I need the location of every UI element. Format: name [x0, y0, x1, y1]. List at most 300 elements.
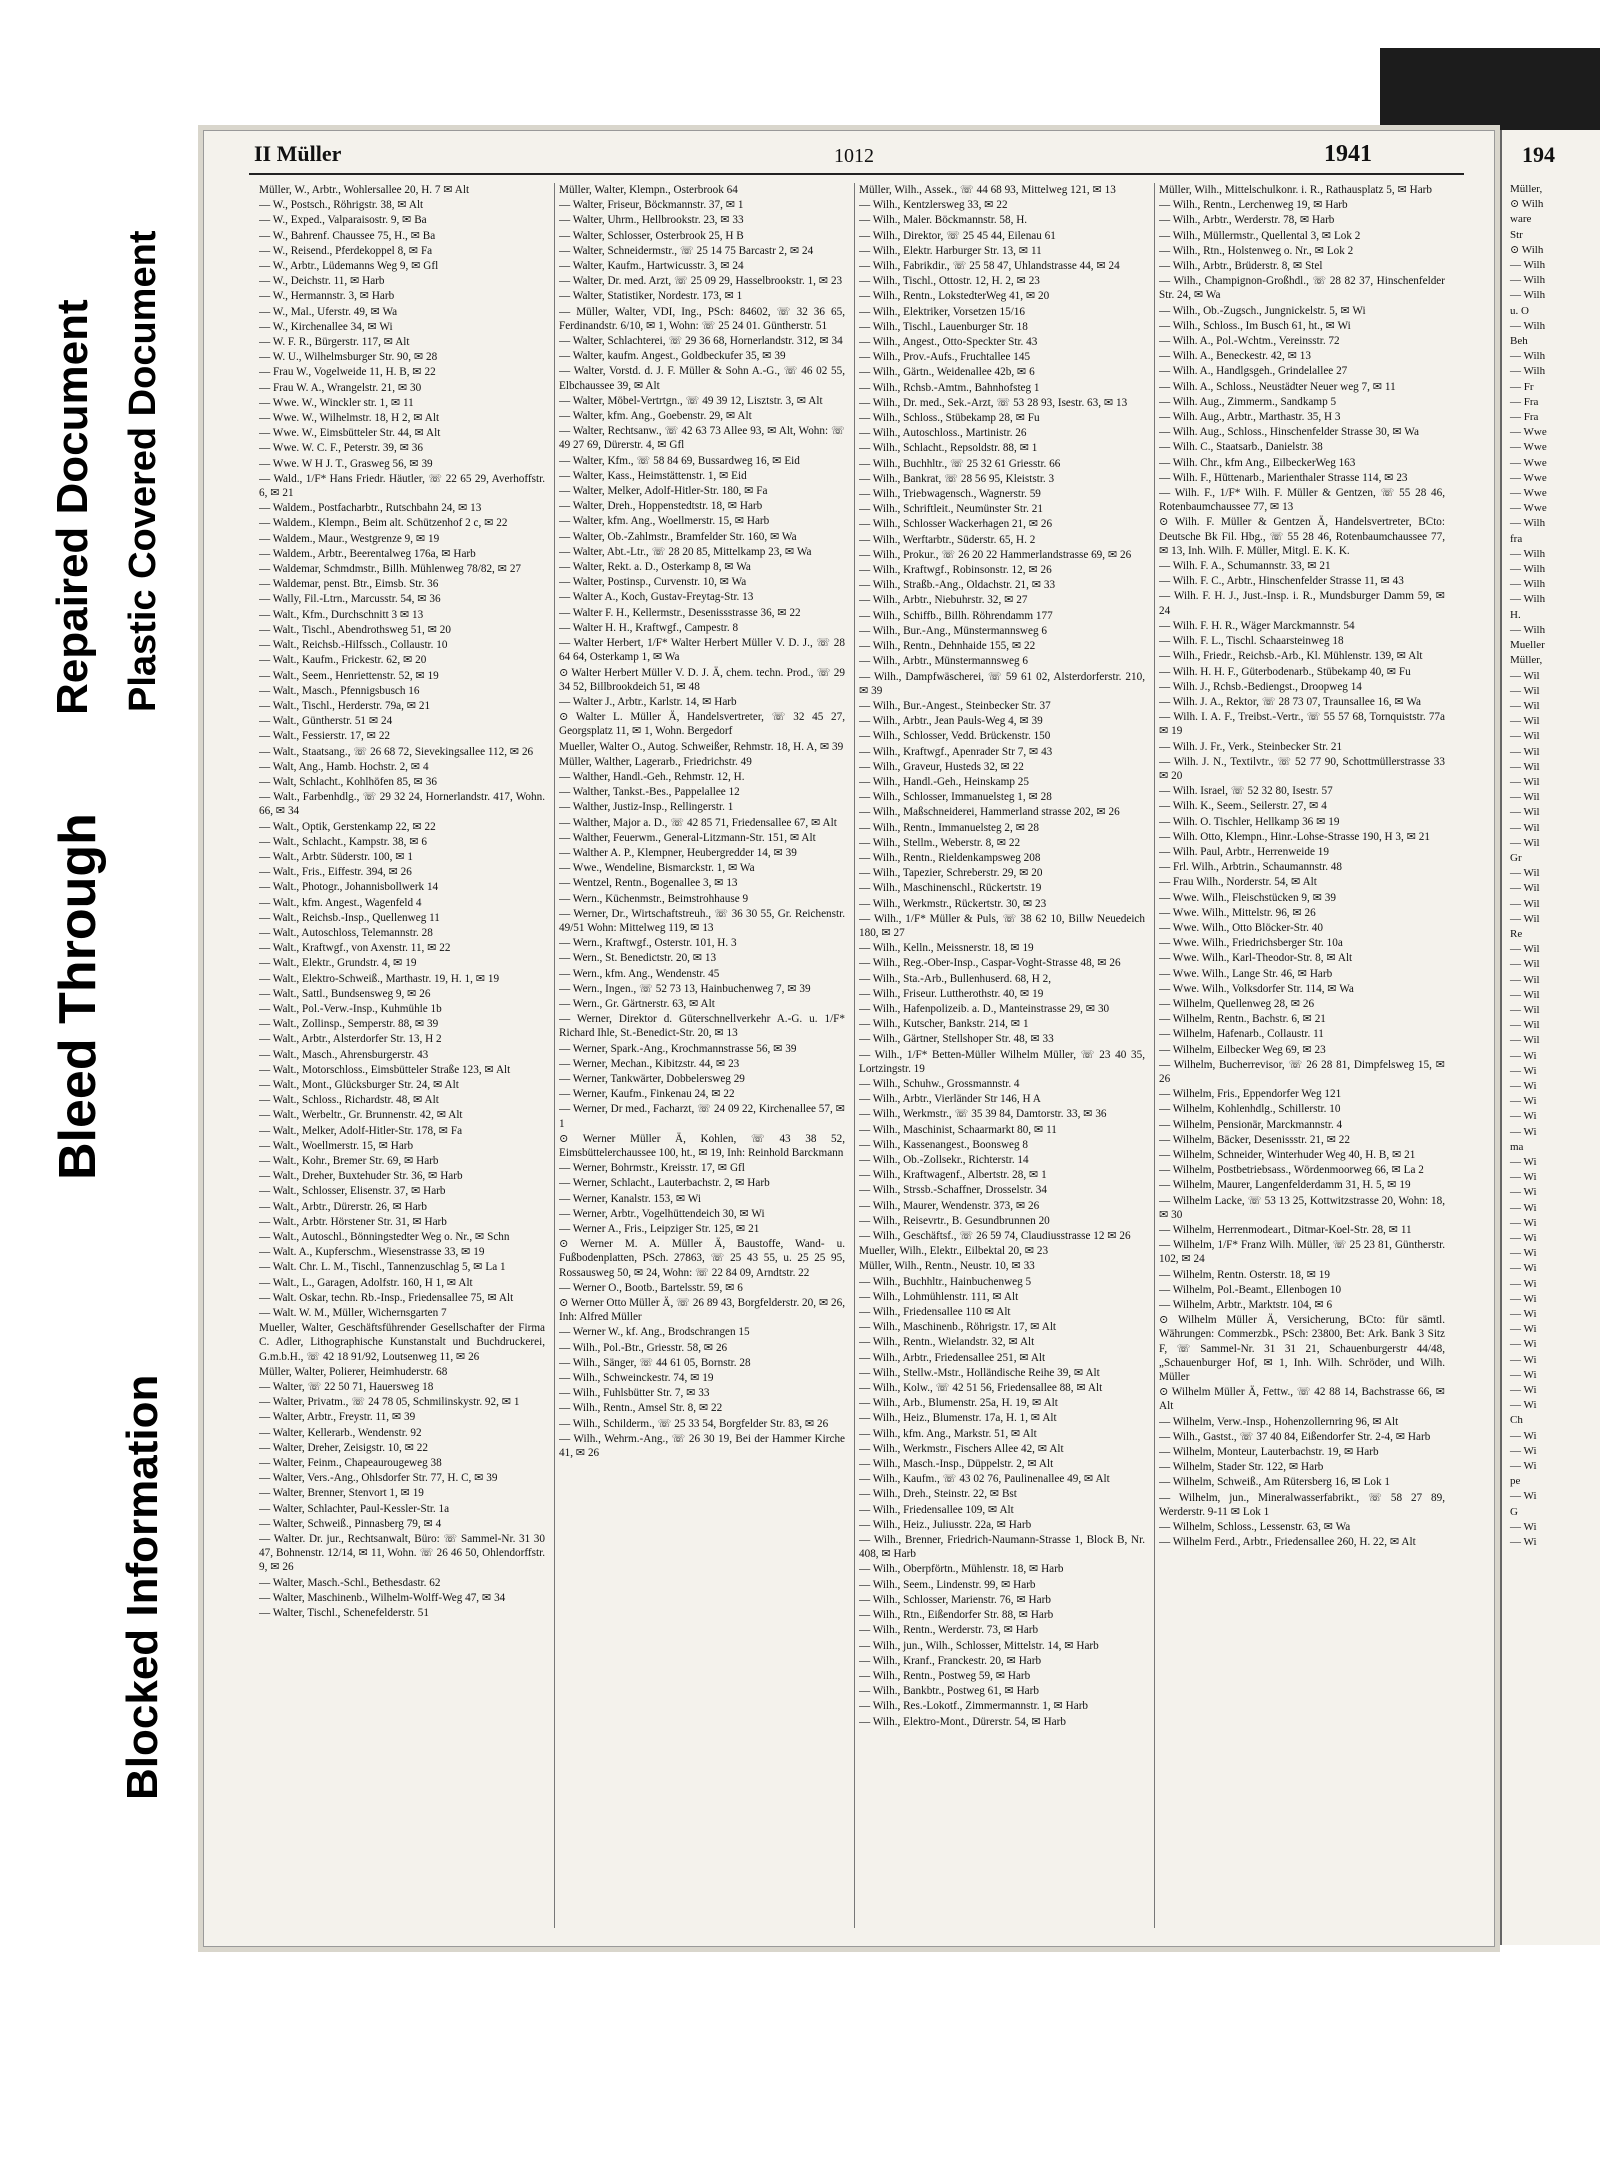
directory-entry: — Walt. W. M., Müller, Wichernsgarten 7 [259, 1307, 447, 1320]
directory-entry: — Wilh., Lohmühlenstr. 111, ✉ Alt [859, 1290, 1019, 1303]
directory-entry: — Wilh., Straßb.-Ang., Oldachstr. 21, ✉ 33 [859, 579, 1056, 592]
adjacent-entry: — Wwe [1510, 426, 1547, 439]
directory-entry: — Wilh., Kentzlersweg 33, ✉ 22 [859, 199, 1008, 212]
adjacent-entry: — Wil [1510, 730, 1540, 743]
directory-entry: — Walter, Abt.-Ltr., ☏ 28 20 85, Mittelkamp 23, ✉ Wa [559, 545, 812, 558]
directory-entry: — Werner, Schlacht., Lauterbachstr. 2, ✉ Harb [559, 1177, 770, 1190]
directory-entry: — Werner W., kf. Ang., Brodschrangen 15 [559, 1326, 750, 1339]
directory-entry: — Wilh., Arbtr., Jean Pauls-Weg 4, ✉ 39 [859, 715, 1043, 728]
column-1 [259, 183, 545, 1928]
adjacent-entry: — Wi [1510, 1460, 1537, 1473]
directory-entry: — W., Arbtr., Lüdemanns Weg 9, ✉ Gfl [259, 260, 439, 273]
directory-entry: — Wilh. Israel, ☏ 52 32 80, Isestr. 57 [1159, 785, 1333, 798]
directory-entry: ⊙ Werner Müller Ä, Kohlen, ☏ 43 38 52, Eimsbüttelerchaussee 100, ht., ✉ 19, Inh: Reinhold Barckmann [559, 1132, 845, 1159]
label-bleed-through: Bleed Through [49, 813, 107, 1180]
directory-entry: — Wilhelm, Kohlenhdlg., Schillerstr. 10 [1159, 1103, 1341, 1116]
directory-entry: — Wwe. W., Winckler str. 1, ✉ 11 [259, 396, 414, 409]
directory-entry: — Wilh., 1/F* Müller & Puls, ☏ 38 62 10, Billw Neuedeich 180, ✉ 27 [859, 912, 1145, 939]
directory-entry: — Walt., Autoschl., Bönningstedter Weg o. Nr., ✉ Schn [259, 1231, 510, 1244]
directory-entry: — Walt. Chr. L. M., Tischl., Tannenzuschlag 5, ✉ La 1 [259, 1261, 506, 1274]
adjacent-entry: — Wi [1510, 1384, 1537, 1397]
directory-entry: — Wilh. J. N., Textilvtr., ☏ 52 77 90, Schottmüllerstrasse 33 ✉ 20 [1159, 755, 1445, 782]
adjacent-entry: — Wil [1510, 867, 1540, 880]
directory-entry: — Wilh., kfm. Ang., Markstr. 51, ✉ Alt [859, 1427, 1037, 1440]
directory-entry: — Walt., Reichsb.-Insp., Quellenweg 11 [259, 911, 440, 924]
directory-entry: — Wilhelm, Rentn. Osterstr. 18, ✉ 19 [1159, 1268, 1330, 1281]
directory-entry: — Walt., Tischl., Herderstr. 79a, ✉ 21 [259, 699, 431, 712]
adjacent-entry: ⊙ Wilh [1510, 198, 1544, 211]
directory-entry: — Walter, Statistiker, Nordestr. 173, ✉ 1 [559, 290, 743, 303]
directory-entry: — W., Postsch., Röhrigstr. 38, ✉ Alt [259, 199, 424, 212]
directory-entry: — Wilh. Aug., Arbtr., Marthastr. 35, H 3 [1159, 411, 1341, 424]
directory-entry: — Wilhelm, Fris., Eppendorfer Weg 121 [1159, 1088, 1342, 1101]
adjacent-entry: — Wil [1510, 745, 1540, 758]
adjacent-entry: — Wilh [1510, 259, 1546, 272]
directory-entry: — Wilh., Wehrm.-Ang., ☏ 26 30 19, Bei der Hammer Kirche 41, ✉ 26 [559, 1432, 845, 1460]
directory-entry: — Walter, Dreh., Hoppenstedtstr. 18, ✉ Harb [559, 500, 763, 513]
adjacent-entry: — Wil [1510, 1003, 1540, 1016]
directory-entry: — Wilh., Seem., Lindenstr. 99, ✉ Harb [859, 1578, 1036, 1591]
directory-entry: — Wilh. F. H. R., Wäger Marckmannstr. 54 [1159, 619, 1355, 632]
directory-entry: — Werner, Bohrmstr., Kreisstr. 17, ✉ Gfl [559, 1162, 745, 1175]
directory-entry: — Wwe. Wilh., Lange Str. 46, ✉ Harb [1159, 967, 1333, 980]
column-4 [1159, 183, 1445, 1928]
directory-entry: — Wilh., Kaufm., ☏ 43 02 76, Paulinenallee 49, ✉ Alt [859, 1473, 1110, 1486]
adjacent-entry: — Wi [1510, 1125, 1537, 1138]
directory-entry: — Wwe. Wilh., Fleischstücken 9, ✉ 39 [1159, 891, 1336, 904]
directory-entry: — Walter, Friseur, Böckmannstr. 37, ✉ 1 [559, 199, 744, 212]
directory-entry: Müller, Wilh., Rentn., Neustr. 10, ✉ 33 [859, 1260, 1035, 1273]
directory-entry: — Wilh., Elektr. Harburger Str. 13, ✉ 11 [859, 244, 1042, 257]
adjacent-entry: — Wi [1510, 1064, 1537, 1077]
directory-entry: — Wilh., Schloss., Stübekamp 28, ✉ Fu [859, 412, 1040, 425]
directory-entry: — W., Hermannstr. 3, ✉ Harb [259, 290, 395, 303]
directory-entry: — Wilh., Masch.-Insp., Düppelstr. 2, ✉ Alt [859, 1458, 1054, 1471]
directory-entry: — Wilh., jun., Wilh., Schlosser, Mittelstr. 14, ✉ Harb [859, 1639, 1099, 1652]
directory-entry: — Wwe. W. C. F., Peterstr. 39, ✉ 36 [259, 442, 423, 455]
adjacent-entry: — Wil [1510, 699, 1540, 712]
column-2 [559, 183, 845, 1928]
directory-entry: — Wilh., Schlosser, Marienstr. 76, ✉ Harb [859, 1593, 1051, 1606]
directory-entry: — Wwe. Wilh., Karl-Theodor-Str. 8, ✉ Alt [1159, 952, 1353, 965]
adjacent-entry: — Wil [1510, 806, 1540, 819]
header-year: 1941 [1324, 141, 1372, 167]
directory-entry: — Walt., Dreher, Buxtehuder Str. 36, ✉ Harb [259, 1170, 463, 1183]
directory-entry: — Walter, Kfm., ☏ 58 84 69, Bussardweg 16, ✉ Eid [559, 454, 800, 467]
directory-entry: — Walter, Dr. med. Arzt, ☏ 25 09 29, Hasselbrookstr. 1, ✉ 23 [559, 275, 843, 288]
page-header [254, 141, 1454, 169]
directory-entry: — Wilh., Schlosser, Immanuelsteg 1, ✉ 28 [859, 791, 1052, 804]
directory-entry: — Wilh., Maschinenb., Röhrigstr. 17, ✉ Alt [859, 1321, 1057, 1334]
directory-entry: — Walther, Major a. D., ☏ 42 85 71, Friedensallee 67, ✉ Alt [559, 816, 837, 829]
adjacent-entry: — Wi [1510, 1399, 1537, 1412]
directory-entry: — W., Bahrenf. Chaussee 75, H., ✉ Ba [259, 229, 436, 242]
directory-entry: — Werner, Tankwärter, Dobbelersweg 29 [559, 1072, 745, 1085]
directory-entry: ⊙ Wilh. F. Müller & Gentzen Ä, Handelsvertreter, BCto: Deutsche Bk Fil. Hbg., ☏ 55 28 46, Rotenbaumchaussee 77, ✉ 13, Inh. Wilh. F. Müller, Mitgl. E. K. K. [1159, 516, 1445, 557]
adjacent-entry: H. [1510, 608, 1521, 621]
directory-entry: — Wilh., Pol.-Btr., Griesstr. 58, ✉ 26 [559, 1341, 728, 1354]
directory-entry: — Wilh., Heiz., Juliusstr. 22a, ✉ Harb [859, 1518, 1032, 1531]
directory-entry: — Waldem., Arbtr., Beerentalweg 176a, ✉ Harb [259, 547, 476, 560]
directory-entry: — Wilh., Bankbtr., Postweg 61, ✉ Harb [859, 1685, 1039, 1698]
label-repaired-document: Repaired Document [48, 299, 97, 715]
directory-entry: — Walter, Dreher, Zeisigstr. 10, ✉ 22 [259, 1441, 428, 1454]
directory-entry: — Walther A. P., Klempner, Heubergredder 14, ✉ 39 [559, 846, 797, 859]
directory-entry: Müller, Walter, Polierer, Heimhuderstr. 68 [259, 1365, 448, 1378]
directory-entry: — Wilh., Rentn., Wielandstr. 32, ✉ Alt [859, 1336, 1035, 1349]
directory-entry: — Walt., Arbtr. Hörstener Str. 31, ✉ Harb [259, 1215, 447, 1228]
directory-entry: — Waldemar, Schmdmstr., Billh. Mühlenweg 78/82, ✉ 27 [259, 563, 522, 576]
adjacent-entry: — Wi [1510, 1292, 1537, 1305]
adjacent-entry: — Wilh [1510, 578, 1546, 591]
directory-entry: — Wilh. Aug., Schloss., Hinschenfelder Strasse 30, ✉ Wa [1159, 426, 1419, 439]
directory-entry: — Wern., Kraftwgf., Osterstr. 101, H. 3 [559, 937, 737, 950]
directory-entry: — Wilh., Maurer, Wendenstr. 373, ✉ 26 [859, 1199, 1040, 1212]
adjacent-entry: — Wil [1510, 821, 1540, 834]
adjacent-entry: — Wi [1510, 1232, 1537, 1245]
directory-entry: — Wilh. F. H. J., Just.-Insp. i. R., Mundsburger Damm 59, ✉ 24 [1159, 590, 1445, 617]
directory-entry: — Walt., Kraftwgf., von Axenstr. 11, ✉ 22 [259, 942, 451, 955]
directory-entry: — Wilh. A., Schloss., Neustädter Neuer weg 7, ✉ 11 [1159, 380, 1396, 393]
adjacent-entry: — Wil [1510, 715, 1540, 728]
directory-entry: — Walter F. H., Kellermstr., Desenissstrasse 36, ✉ 22 [559, 606, 801, 619]
directory-entry: — Walt., Arbtr., Dürerstr. 26, ✉ Harb [259, 1200, 427, 1213]
directory-entry: Mueller, Wilh., Elektr., Eilbektal 20, ✉ 23 [859, 1245, 1049, 1258]
adjacent-entry: — Fr [1510, 380, 1534, 393]
directory-entry: — Wilh., Bur.-Angest., Steinbecker Str. 37 [859, 699, 1051, 712]
adjacent-entry: — Wilh [1510, 289, 1546, 302]
directory-entry: — Wilh., Arbtr., Niebuhrstr. 32, ✉ 27 [859, 594, 1028, 607]
directory-entry: — Wilh. F., Hüttenarb., Marienthaler Strasse 114, ✉ 23 [1159, 471, 1408, 484]
adjacent-entry: — Wil [1510, 912, 1540, 925]
directory-entry: Müller, Wilh., Mittelschulkonr. i. R., Rathausplatz 5, ✉ Harb [1159, 184, 1433, 196]
directory-entry: — Waldem., Maur., Westgrenze 9, ✉ 19 [259, 532, 440, 545]
directory-entry: — Wilhelm, Pol.-Beamt., Ellenbogen 10 [1159, 1283, 1342, 1296]
adjacent-entry: Müller, [1510, 183, 1543, 195]
directory-entry: — Walt., Optik, Gerstenkamp 22, ✉ 22 [259, 820, 436, 833]
directory-entry: — Waldem., Klempn., Beim alt. Schützenhof 2 c, ✉ 22 [259, 517, 508, 530]
directory-entry: Mueller, Walter, Geschäftsführender Gesellschafter der Firma C. Adler, Lithographische Kunstanstalt und Buchdruckerei, G.m.b.H., ☏ 42 18 91/92, Loutsenweg 11, ✉ 26 [259, 1322, 545, 1363]
adjacent-entry: — Wil [1510, 897, 1540, 910]
directory-entry: — Wilh., Friedensallee 110 ✉ Alt [859, 1306, 1011, 1319]
column-3 [859, 183, 1145, 1928]
directory-entry: — Werner, Spark.-Ang., Krochmannstrasse 56, ✉ 39 [559, 1042, 797, 1055]
directory-entry: — Wilh., Buchhltr., Hainbuchenweg 5 [859, 1275, 1032, 1288]
adjacent-entry: — Wil [1510, 684, 1540, 697]
adjacent-entry: — Wil [1510, 943, 1540, 956]
directory-entry: — Wilhelm Ferd., Arbtr., Friedensallee 260, H. 22, ✉ Alt [1159, 1536, 1416, 1549]
adjacent-page-lines [1510, 182, 1600, 1550]
directory-entry: — Walter J., Arbtr., Karlstr. 14, ✉ Harb [559, 695, 737, 708]
directory-entry: — Werner O., Bootb., Bartelsstr. 59, ✉ 6 [559, 1281, 743, 1294]
directory-entry: — Walter, Uhrm., Hellbrookstr. 23, ✉ 33 [559, 214, 744, 227]
directory-entry: — Walter, Maschinenb., Wilhelm-Wolff-Weg 47, ✉ 34 [259, 1591, 506, 1604]
adjacent-entry: — Wi [1510, 1429, 1537, 1442]
directory-entry: — Walter, Melker, Adolf-Hitler-Str. 180, ✉ Fa [559, 485, 768, 498]
directory-entry: — Wilh., 1/F* Betten-Müller Wilhelm Müller, ☏ 23 40 35, Lortzingstr. 19 [859, 1048, 1145, 1075]
directory-entry: ⊙ Wilhelm Müller Ä, Versicherung, BCto: für sämtl. Währungen: Commerzbk., PSch: 23800, Bet: Ark. Bank 3 Sitz F, ☏ Sammel-Nr. 31 31 21, Schauenburgerstr 44/48, „Schauenburger Hof, ✉ 1, Inh. Wilh. Schröder, und Wilh. Müller [1159, 1314, 1445, 1384]
directory-entry: — Walt., Reichsb.-Hilfssch., Collaustr. 10 [259, 639, 448, 652]
directory-entry: — Walt., Photogr., Johannisbollwerk 14 [259, 881, 439, 894]
directory-entry: — Walter. Dr. jur., Rechtsanwalt, Büro: ☏ Sammel-Nr. 31 30 47, Bohnenstr. 12/14, ✉ 11, Wohn. ☏ 26 46 50, Ohlendorffstr. 9, ✉ 26 [259, 1533, 545, 1574]
directory-entry: — Wilhelm, jun., Mineralwasserfabrikt., ☏ 58 27 89, Werderstr. 9-11 ✉ Lok 1 [1159, 1491, 1445, 1518]
directory-entry: — Wwe. Wilh., Otto Blöcker-Str. 40 [1159, 921, 1323, 934]
directory-entry: — Walt., Woellmerstr. 15, ✉ Harb [259, 1139, 414, 1152]
adjacent-entry: — Wilh [1510, 319, 1546, 332]
adjacent-entry: — Wi [1510, 1156, 1537, 1168]
directory-page [203, 130, 1495, 1947]
directory-entry: — Wilh. Paul, Arbtr., Herrenweide 19 [1159, 845, 1329, 858]
directory-entry: — Wilhelm, Schweiß., Am Rütersberg 16, ✉ Lok 1 [1159, 1476, 1390, 1489]
directory-entry: — Wilh., Geschäftsf., ☏ 26 59 74, Claudiusstrasse 12 ✉ 26 [859, 1230, 1131, 1243]
directory-entry: — Wilhelm, Hafenarb., Collaustr. 11 [1159, 1028, 1324, 1041]
adjacent-entry: — Wilh [1510, 517, 1546, 530]
directory-entry: — Wilh., Hafenpolizeib. a. D., Manteinstrasse 29, ✉ 30 [859, 1002, 1110, 1015]
directory-entry: — Wilh. Chr., kfm Ang., EilbeckerWeg 163 [1159, 456, 1356, 469]
directory-entry: — Wern., kfm. Ang., Wendenstr. 45 [559, 967, 720, 980]
directory-entry: — Walt., Kfm., Durchschnitt 3 ✉ 13 [259, 608, 424, 621]
directory-entry: — Wilh., Kelln., Meissnerstr. 18, ✉ 19 [859, 942, 1034, 955]
directory-entry: — Wilh., Arbtr., Vierländer Str 146, H A [859, 1093, 1041, 1106]
directory-entry: — Werner, Mechan., Kibitzstr. 44, ✉ 23 [559, 1057, 740, 1070]
adjacent-entry: — Wil [1510, 1034, 1540, 1047]
directory-entry: — Walter, Privatm., ☏ 24 78 05, Schmilinskystr. 92, ✉ 1 [259, 1396, 520, 1409]
adjacent-entry: — Wi [1510, 1079, 1537, 1092]
directory-entry: — Wilh., Dr. med., Sek.-Arzt, ☏ 53 28 93, Isestr. 63, ✉ 13 [859, 396, 1128, 409]
label-blocked-information: Blocked Information [118, 1374, 167, 1800]
directory-entry: — Wilhelm, Bäcker, Desenissstr. 21, ✉ 22 [1159, 1133, 1350, 1146]
directory-entry: — Wilh., Rentn., Lerchenweg 19, ✉ Harb [1159, 199, 1348, 212]
directory-entry: — Wilh., Rchsb.-Amtm., Bahnhofsteg 1 [859, 381, 1040, 394]
adjacent-entry: — Wilh [1510, 623, 1546, 636]
directory-entry: — Wilhelm, Maurer, Langenfelderdamm 31, H. 5, ✉ 19 [1159, 1179, 1411, 1192]
directory-entry: — Frau W., Vogelweide 11, H. B, ✉ 22 [259, 366, 436, 379]
adjacent-entry: — Wil [1510, 958, 1540, 971]
adjacent-entry: — Wil [1510, 836, 1540, 849]
directory-entry: — Wilh., Werkmstr., Rückertstr. 30, ✉ 23 [859, 897, 1047, 910]
adjacent-entry: ware [1510, 213, 1532, 226]
directory-entry: — Walter, Ob.-Zahlmstr., Bramfelder Str. 160, ✉ Wa [559, 530, 797, 543]
directory-entry: — Wilh., Schiffb., Billh. Röhrendamm 177 [859, 609, 1053, 622]
directory-entry: — Werner, Dr., Wirtschaftstreuh., ☏ 36 30 55, Gr. Reichenstr. 49/51 Wohn: Mittelweg 119, ✉ 13 [559, 907, 845, 934]
directory-entry: — Walt., Elektro-Schweiß., Marthastr. 19, H. 1, ✉ 19 [259, 972, 500, 985]
adjacent-entry: — Wwe [1510, 502, 1547, 515]
directory-entry: — Walter, Schlachterei, ☏ 29 36 68, Hornerlandstr. 312, ✉ 34 [559, 335, 843, 348]
directory-entry: — Wilh., Rentn., Immanuelsteg 2, ✉ 28 [859, 821, 1039, 834]
directory-entry: — Wilhelm, Schneider, Winterhuder Weg 40, H. B, ✉ 21 [1159, 1149, 1416, 1161]
directory-entry: — Walther, Justiz-Insp., Rellingerstr. 1 [559, 801, 734, 814]
adjacent-entry: — Wwe [1510, 471, 1547, 484]
directory-entry: — Walt., Arbtr., Alsterdorfer Str. 13, H 2 [259, 1033, 442, 1046]
directory-entry: — Wilh., Arbtr., Münstermannsweg 6 [859, 655, 1029, 668]
directory-entry: — Wilhelm, Bucherrevisor, ☏ 26 28 81, Dimpfelsweg 15, ✉ 26 [1159, 1058, 1445, 1085]
directory-entry: — W., Kirchenallee 34, ✉ Wi [259, 320, 393, 333]
adjacent-entry: — Wi [1510, 1110, 1537, 1123]
directory-entry: — Wilh., Bankrat, ☏ 28 56 95, Kleiststr. 3 [859, 472, 1055, 485]
directory-entry: — Wilh., Kraftwgf., Apenrader Str 7, ✉ 43 [859, 745, 1053, 758]
directory-entry: — Wilh. F. A., Schumannstr. 33, ✉ 21 [1159, 560, 1331, 573]
label-plastic-covered: Plastic Covered Document [122, 230, 164, 712]
directory-entry: — Wilhelm, Monteur, Lauterbachstr. 19, ✉ Harb [1159, 1446, 1379, 1459]
directory-entry: — Wilh., Gärtner, Stellshoper Str. 48, ✉ 33 [859, 1033, 1054, 1046]
directory-entry: — Wilh., Werkmstr., Fischers Allee 42, ✉ Alt [859, 1442, 1064, 1455]
directory-entry: — Wilh., Kolw., ☏ 42 51 56, Friedensallee 88, ✉ Alt [859, 1382, 1103, 1395]
directory-entry: — Wilh. J. A., Rektor, ☏ 28 73 07, Traunsallee 16, ✉ Wa [1159, 695, 1421, 708]
directory-entry: — Frau W. A., Wrangelstr. 21, ✉ 30 [259, 381, 422, 394]
directory-entry: — W. U., Wilhelmsburger Str. 90, ✉ 28 [259, 351, 438, 364]
directory-entry: — Wilh., Arbtr., Werderstr. 78, ✉ Harb [1159, 214, 1335, 227]
directory-entry: — Walter, Kellerarb., Wendenstr. 92 [259, 1426, 422, 1439]
adjacent-entry: — Wi [1510, 1536, 1537, 1549]
directory-entry: — Wilh., Champignon-Großhdl., ☏ 28 82 37, Hinschenfelder Str. 24, ✉ Wa [1159, 275, 1445, 302]
directory-entry: — Wilh., Tischl., Lauenburger Str. 18 [859, 320, 1028, 333]
directory-entry: — Wwe. W., Eimsbütteler Str. 44, ✉ Alt [259, 427, 441, 440]
adjacent-entry: — Wi [1510, 1277, 1537, 1290]
directory-entry: — Wilh. Aug., Zimmerm., Sandkamp 5 [1159, 395, 1337, 408]
directory-entry: — Walter, Rekt. a. D., Osterkamp 8, ✉ Wa [559, 561, 751, 574]
directory-entry: — Wilh., Kutscher, Bankstr. 214, ✉ 1 [859, 1018, 1029, 1031]
directory-entry: — Walter, Schlosser, Osterbrook 25, H B [559, 229, 744, 242]
directory-entry: — Wilh., Sänger, ☏ 44 61 05, Bornstr. 28 [559, 1356, 751, 1369]
directory-entry: — Walther, Handl.-Geh., Rehmstr. 12, H. [559, 770, 745, 783]
directory-entry: — Wilh., Schlosser, Vedd. Brückenstr. 150 [859, 730, 1051, 743]
directory-entry: — Walter, kaufm. Angest., Goldbeckufer 35, ✉ 39 [559, 350, 786, 363]
directory-entry: — Walther, Feuerwm., General-Litzmann-Str. 151, ✉ Alt [559, 831, 816, 844]
directory-entry: — Walther, Tankst.-Bes., Pappelallee 12 [559, 786, 740, 799]
directory-entry: — Wilh. J., Rchsb.-Bediengst., Droopweg 14 [1159, 680, 1362, 693]
directory-entry: — Wilh., Triebwagensch., Wagnerstr. 59 [859, 488, 1041, 501]
directory-entry: — Walt., Pol.-Verw.-Insp., Kuhmühle 1b [259, 1002, 442, 1015]
adjacent-entry: — Wi [1510, 1201, 1537, 1214]
directory-entry: — Wilh., Reisevrtr., B. Gesundbrunnen 20 [859, 1214, 1050, 1227]
directory-entry: — Wilh., Rentn., LokstedterWeg 41, ✉ 20 [859, 290, 1050, 303]
directory-entry: — Wilh., Arb., Blumenstr. 25a, H. 19, ✉ Alt [859, 1397, 1058, 1410]
directory-entry: — Wilh., Schweinckestr. 74, ✉ 19 [559, 1372, 714, 1385]
page-number: 1012 [834, 145, 874, 167]
directory-entry: — Wilhelm, Rentn., Bachstr. 6, ✉ 21 [1159, 1013, 1326, 1026]
directory-entry: — Walt., Farbenhdlg., ☏ 29 32 24, Hornerlandstr. 417, Wohn. 66, ✉ 34 [259, 791, 545, 818]
directory-entry: — Walter, Postinsp., Curvenstr. 10, ✉ Wa [559, 576, 747, 589]
adjacent-page-year: 194 [1522, 142, 1555, 167]
adjacent-entry: — Wil [1510, 882, 1540, 895]
adjacent-entry: — Wi [1510, 1490, 1537, 1503]
directory-entry: — Wilh., Schloss., Im Busch 61, ht., ✉ Wi [1159, 319, 1351, 332]
directory-entry: — Walter A., Koch, Gustav-Freytag-Str. 13 [559, 591, 754, 604]
directory-entry: — Walter, Arbtr., Freystr. 11, ✉ 39 [259, 1411, 416, 1424]
adjacent-entry: ⊙ Wilh [1510, 243, 1544, 256]
directory-entry: — W. F. R., Bürgerstr. 117, ✉ Alt [259, 336, 410, 349]
directory-entry: — Wern., Ingen., ☏ 52 73 13, Hainbuchenweg 7, ✉ 39 [559, 982, 811, 995]
directory-entry: — Walt., Tischl., Abendrothsweg 51, ✉ 20 [259, 623, 451, 636]
directory-entry: — Wilh., Brenner, Friedrich-Naumann-Strasse 1, Block B, Nr. 408, ✉ Harb [859, 1534, 1145, 1561]
directory-entry: — Wilh., Heiz., Blumenstr. 17a, H. 1, ✉ Alt [859, 1412, 1057, 1425]
directory-entry: — Walt., Mont., Glücksburger Str. 24, ✉ Alt [259, 1078, 459, 1091]
adjacent-entry: — Wi [1510, 1308, 1537, 1321]
directory-entry: — Werner, Kaufm., Finkenau 24, ✉ 22 [559, 1088, 735, 1101]
directory-entry: — Wilh., Res.-Lokotf., Zimmermannstr. 1, ✉ Harb [859, 1700, 1089, 1713]
directory-entry: — Walter, kfm. Ang., Woellmerstr. 15, ✉ Harb [559, 515, 770, 528]
directory-entry: — Walter, Schlachter, Paul-Kessler-Str. 1a [259, 1502, 450, 1515]
directory-entry: — Wilh., Strssb.-Schaffner, Drosselstr. 34 [859, 1184, 1047, 1197]
directory-entry: — Walt, Schlacht., Kohlhöfen 85, ✉ 36 [259, 775, 437, 788]
directory-entry: — Wilh., Ob.-Zollsekr., Richterstr. 14 [859, 1154, 1029, 1166]
directory-entry: — Wilh., Prov.-Aufs., Fruchtallee 145 [859, 351, 1031, 364]
directory-entry: — Wilh., Graveur, Husteds 32, ✉ 22 [859, 760, 1024, 773]
directory-entry: Müller, Walther, Lagerarb., Friedrichstr. 49 [559, 755, 752, 768]
directory-entry: — Wilh., Fabrikdir., ☏ 25 58 47, Uhlandstrasse 44, ✉ 24 [859, 260, 1120, 273]
directory-entry: — Wilh. H. H. F., Güterbodenarb., Stübekamp 40, ✉ Fu [1159, 665, 1411, 678]
directory-entry: Müller, Walter, Klempn., Osterbrook 64 [559, 184, 738, 196]
directory-entry: — Wilh., Friedensallee 109, ✉ Alt [859, 1503, 1014, 1516]
listing-columns [259, 183, 1459, 1928]
adjacent-entry: — Wi [1510, 1216, 1537, 1229]
directory-entry: — Wilh., Autoschloss., Martinistr. 26 [859, 427, 1027, 440]
adjacent-entry: Müller, [1510, 654, 1543, 667]
directory-entry: — Walter, ☏ 22 50 71, Hauersweg 18 [259, 1381, 434, 1394]
directory-entry: — Walter, Vers.-Ang., Ohlsdorfer Str. 77, H. C, ✉ 39 [259, 1472, 498, 1485]
directory-entry: — Walt., Fessierstr. 17, ✉ 22 [259, 730, 391, 743]
directory-entry: — Walt., Arbtr. Süderstr. 100, ✉ 1 [259, 850, 414, 863]
directory-entry: — Wilhelm, 1/F* Franz Wilh. Müller, ☏ 25 23 81, Güntherstr. 102, ✉ 24 [1159, 1239, 1445, 1266]
directory-entry: ⊙ Werner M. A. Müller Ä, Baustoffe, Wand- u. Fußbodenplatten, PSch. 27863, ☏ 25 43 55, u. 25 25 95, Rossausweg 50, ✉ 24, Wohn: ☏ 22 84 09, Arndtstr. 22 [559, 1238, 845, 1279]
directory-entry: — Wilhelm, Herrenmodeart., Ditmar-Koel-Str. 28, ✉ 11 [1159, 1224, 1412, 1237]
adjacent-entry: Gr [1510, 851, 1522, 864]
directory-entry: — Wilh., Rtn., Holstenweg o. Nr., ✉ Lok 2 [1159, 244, 1354, 257]
directory-entry: — Wilh., Rentn., Postweg 59, ✉ Harb [859, 1669, 1031, 1682]
directory-entry: — Wilh., Elektro-Mont., Dürerstr. 54, ✉ Harb [859, 1715, 1066, 1728]
adjacent-entry: ma [1510, 1140, 1524, 1153]
directory-entry: — W., Exped., Valparaisostr. 9, ✉ Ba [259, 214, 427, 227]
directory-entry: — Wilh., Dampfwäscherei, ☏ 59 61 02, Alsterdorferstr. 210, ✉ 39 [859, 670, 1145, 697]
directory-entry: — Wern., Küchenmstr., Beimstrohhause 9 [559, 892, 749, 905]
directory-entry: — Wilhelm, Pensionär, Marckmannstr. 4 [1159, 1118, 1343, 1131]
adjacent-entry: — Wilh [1510, 365, 1546, 378]
adjacent-entry: — Wil [1510, 973, 1540, 986]
adjacent-entry: — Fra [1510, 411, 1539, 424]
directory-entry: — Wilh., Friedr., Reichsb.-Arb., Kl. Mühlenstr. 139, ✉ Alt [1159, 650, 1423, 663]
directory-entry: — Wilh., Maschinist, Schaarmarkt 80, ✉ 11 [859, 1123, 1057, 1136]
directory-entry: — Wilh., Handl.-Geh., Heinskamp 25 [859, 775, 1029, 788]
adjacent-entry: — Fra [1510, 395, 1539, 408]
adjacent-entry: — Wil [1510, 791, 1540, 804]
directory-entry: — Walt., Kohr., Bremer Str. 69, ✉ Harb [259, 1155, 439, 1167]
header-rule [249, 173, 1464, 175]
directory-entry: — Wilh., Fuhlsbütter Str. 7, ✉ 33 [559, 1387, 710, 1400]
directory-entry: — Wilh., Elektriker, Vorsetzen 15/16 [859, 305, 1025, 318]
directory-entry: — Wilhelm, Arbtr., Marktstr. 104, ✉ 6 [1159, 1299, 1333, 1312]
adjacent-entry: fra [1510, 532, 1523, 545]
directory-entry: — Wilh. J. Fr., Verk., Steinbecker Str. 21 [1159, 740, 1343, 753]
directory-entry: — Walt., Fris., Eiffestr. 394, ✉ 26 [259, 866, 412, 879]
directory-entry: — Werner A., Fris., Leipziger Str. 125, ✉ 21 [559, 1223, 760, 1236]
directory-entry: — Walt., Werbeltr., Gr. Brunnenstr. 42, ✉ Alt [259, 1109, 463, 1122]
directory-entry: — Walter, Masch.-Schl., Bethesdastr. 62 [259, 1576, 441, 1589]
directory-entry: — Waldem., Postfacharbtr., Rutschbahn 24, ✉ 13 [259, 502, 482, 515]
directory-entry: ⊙ Wilhelm Müller Ä, Fettw., ☏ 42 88 14, Bachstrasse 66, ✉ Alt [1159, 1386, 1445, 1413]
directory-entry: — Wilhelm, Verw.-Insp., Hohenzollernring 96, ✉ Alt [1159, 1415, 1399, 1428]
directory-entry: — Walt., Schlosser, Elisenstr. 37, ✉ Harb [259, 1185, 446, 1198]
directory-entry: — Walter, Rechtsanw., ☏ 42 63 73 Allee 93, ✉ Alt, Wohn: ☏ 49 27 69, Dürerstr. 4, ✉ Gfl [559, 425, 845, 452]
directory-entry: — Wilh., Gastst., ☏ 37 40 84, Eißendorfer Str. 2-4, ✉ Harb [1159, 1430, 1431, 1443]
directory-entry: — Wilh., Gärtn., Weidenallee 42b, ✉ 6 [859, 366, 1035, 379]
directory-entry: — Wilh. O. Tischler, Hellkamp 36 ✉ 19 [1159, 815, 1340, 828]
adjacent-entry: Beh [1510, 335, 1528, 348]
directory-entry: — Werner, Arbtr., Vogelhüttendeich 30, ✉ Wi [559, 1207, 765, 1220]
directory-entry: — Wilhelm, Schloss., Lessenstr. 63, ✉ Wa [1159, 1521, 1351, 1534]
adjacent-entry: — Wil [1510, 775, 1540, 788]
adjacent-entry: — Wilh [1510, 274, 1546, 287]
directory-entry: — Wald., 1/F* Hans Friedr. Häutler, ☏ 22 65 29, Averhoffstr. 6, ✉ 21 [259, 472, 545, 500]
